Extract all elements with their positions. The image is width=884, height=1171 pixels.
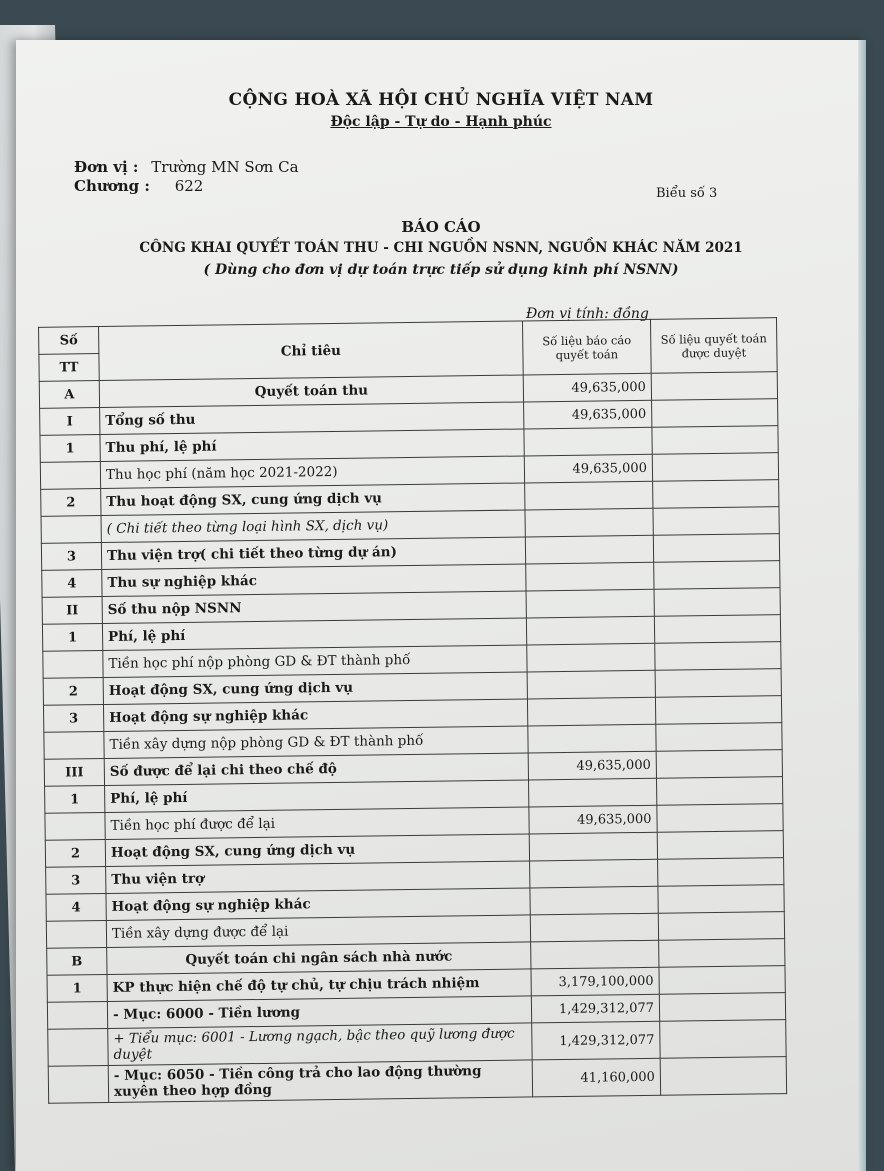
row-approved-value <box>654 615 780 644</box>
row-item: Thu viện trợ( chi tiết theo từng dự án) <box>101 537 525 570</box>
page-edge <box>858 40 866 1171</box>
col-item-header: Chỉ tiêu <box>99 321 524 381</box>
row-approved-value <box>652 426 778 455</box>
row-number: A <box>39 381 99 409</box>
row-reported-value <box>530 913 658 942</box>
row-number <box>45 813 105 841</box>
row-number: 2 <box>43 678 103 706</box>
row-item: Phí, lệ phí <box>102 618 526 651</box>
row-number: 2 <box>41 489 101 517</box>
row-item: Tiền học phí nộp phòng GD & ĐT thành phố <box>103 645 527 678</box>
report-note: ( Dùng cho đơn vị dự toán trực tiếp sử dụng kinh phí NSNN) <box>203 262 679 278</box>
row-item: Số được để lại chi theo chế độ <box>104 753 528 786</box>
row-reported-value: 49,635,000 <box>529 805 657 834</box>
row-reported-value <box>527 670 655 699</box>
row-reported-value <box>528 724 656 753</box>
report-subtitle: CÔNG KHAI QUYẾT TOÁN THU - CHI NGUỒN NSNN, NGUỒN KHÁC NĂM 2021 <box>139 240 743 256</box>
row-reported-value: 49,635,000 <box>524 454 652 483</box>
row-number: 3 <box>43 705 103 733</box>
unit-value: Trường MN Sơn Ca <box>151 158 299 176</box>
row-approved-value <box>659 939 785 968</box>
row-number: I <box>40 408 100 436</box>
row-item: Hoạt động SX, cung ứng dịch vụ <box>105 834 529 867</box>
row-reported-value: 41,160,000 <box>532 1058 660 1097</box>
row-number: III <box>44 759 104 787</box>
row-reported-value <box>526 616 654 645</box>
row-reported-value <box>530 886 658 915</box>
row-number: 4 <box>46 893 106 921</box>
row-number: 4 <box>42 570 102 598</box>
row-item: - Mục: 6050 - Tiền công trả cho lao động thường xuyên theo hợp đồng <box>108 1060 532 1103</box>
row-item: Hoạt động SX, cung ứng dịch vụ <box>103 672 527 705</box>
row-number: 1 <box>40 435 100 463</box>
row-reported-value <box>525 535 653 564</box>
row-reported-value <box>525 508 653 537</box>
unit-label: Đơn vị : <box>74 158 139 176</box>
row-reported-value <box>530 859 658 888</box>
row-item: Thu hoạt động SX, cung ứng dịch vụ <box>101 483 525 516</box>
row-approved-value <box>658 858 784 887</box>
row-approved-value <box>652 453 778 482</box>
motto: Độc lập - Tự do - Hạnh phúc <box>330 114 552 130</box>
row-number: 3 <box>46 866 106 894</box>
row-approved-value <box>653 480 779 509</box>
row-item: ( Chi tiết theo từng loại hình SX, dịch vụ) <box>101 510 525 543</box>
row-item: Thu học phí (năm học 2021-2022) <box>100 456 524 489</box>
row-number: 1 <box>42 624 102 652</box>
row-reported-value: 49,635,000 <box>528 751 656 780</box>
row-approved-value <box>659 966 785 995</box>
row-item: Hoạt động sự nghiệp khác <box>103 699 527 732</box>
row-approved-value <box>653 534 779 563</box>
document-page <box>16 40 866 1171</box>
row-number <box>43 651 103 679</box>
chapter-label: Chương : <box>74 177 150 195</box>
row-item: Thu viện trợ <box>106 861 530 894</box>
row-approved-value <box>655 696 781 725</box>
row-reported-value <box>529 832 657 861</box>
row-item: Tổng số thu <box>100 402 524 435</box>
report-title: BÁO CÁO <box>401 218 481 236</box>
row-reported-value <box>526 562 654 591</box>
row-item: Tiền xây dựng được để lại <box>106 915 530 948</box>
form-number: Biểu số 3 <box>656 186 718 201</box>
col-no-bottom: TT <box>39 354 99 382</box>
currency-unit: Đơn vị tính: đồng <box>526 306 649 322</box>
unit-line <box>74 158 299 176</box>
row-number: 1 <box>47 974 107 1002</box>
row-item: Tiền xây dựng nộp phòng GD & ĐT thành phố <box>104 726 528 759</box>
row-reported-value: 49,635,000 <box>523 373 651 402</box>
row-item: Tiền học phí được để lại <box>105 807 529 840</box>
row-number: 1 <box>45 786 105 814</box>
header-row-1 <box>39 318 777 355</box>
row-reported-value <box>527 697 655 726</box>
country-title: CỘNG HOÀ XÃ HỘI CHỦ NGHĨA VIỆT NAM <box>228 90 654 110</box>
row-number: II <box>42 597 102 625</box>
row-number: B <box>47 947 107 975</box>
row-approved-value <box>656 777 782 806</box>
row-number <box>47 1001 107 1029</box>
row-item: - Mục: 6000 - Tiền lương <box>107 996 531 1029</box>
row-approved-value <box>655 669 781 698</box>
row-number <box>44 732 104 760</box>
row-item: Phí, lệ phí <box>105 780 529 813</box>
finance-table <box>38 317 787 1104</box>
row-item: Thu phí, lệ phí <box>100 429 524 462</box>
row-approved-value <box>655 642 781 671</box>
row-reported-value: 1,429,312,077 <box>531 994 659 1023</box>
row-reported-value: 1,429,312,077 <box>532 1021 660 1060</box>
row-item: KP thực hiện chế độ tự chủ, tự chịu trách nhiệm <box>107 969 531 1002</box>
row-reported-value: 3,179,100,000 <box>531 967 659 996</box>
row-item: Thu sự nghiệp khác <box>102 564 526 597</box>
table-body <box>39 318 787 1104</box>
col-approved-header: Số liệu quyết toán được duyệt <box>650 318 777 374</box>
col-reported-header: Số liệu báo cáo quyết toán <box>522 319 651 375</box>
row-approved-value <box>657 831 783 860</box>
row-approved-value <box>656 723 782 752</box>
row-item: Số thu nộp NSNN <box>102 591 526 624</box>
row-number <box>48 1028 108 1066</box>
row-approved-value <box>656 750 782 779</box>
row-item: + Tiểu mục: 6001 - Lương ngạch, bậc theo quỹ lương được duyệt <box>108 1023 532 1066</box>
row-reported-value <box>524 427 652 456</box>
row-approved-value <box>657 804 783 833</box>
row-approved-value <box>652 399 778 428</box>
row-approved-value <box>659 993 785 1022</box>
row-approved-value <box>651 372 777 401</box>
row-approved-value <box>654 588 780 617</box>
row-item: Quyết toán chi ngân sách nhà nước <box>107 942 531 975</box>
row-number: 3 <box>41 543 101 571</box>
chapter-line <box>74 177 203 195</box>
row-number <box>48 1065 108 1103</box>
row-reported-value <box>525 481 653 510</box>
row-reported-value: 49,635,000 <box>524 400 652 429</box>
row-approved-value <box>658 885 784 914</box>
row-number <box>40 462 100 490</box>
row-approved-value <box>660 1057 786 1096</box>
row-number <box>46 920 106 948</box>
row-item: Quyết toán thu <box>99 375 523 408</box>
row-approved-value <box>653 507 779 536</box>
row-item: Hoạt động sự nghiệp khác <box>106 888 530 921</box>
row-approved-value <box>658 912 784 941</box>
row-reported-value <box>526 589 654 618</box>
row-approved-value <box>660 1020 786 1059</box>
chapter-value: 622 <box>174 177 204 195</box>
row-number <box>41 516 101 544</box>
row-reported-value <box>529 778 657 807</box>
row-reported-value <box>531 940 659 969</box>
row-number: 2 <box>45 840 105 868</box>
row-approved-value <box>654 561 780 590</box>
col-no-top: Số <box>39 327 99 355</box>
row-reported-value <box>527 643 655 672</box>
